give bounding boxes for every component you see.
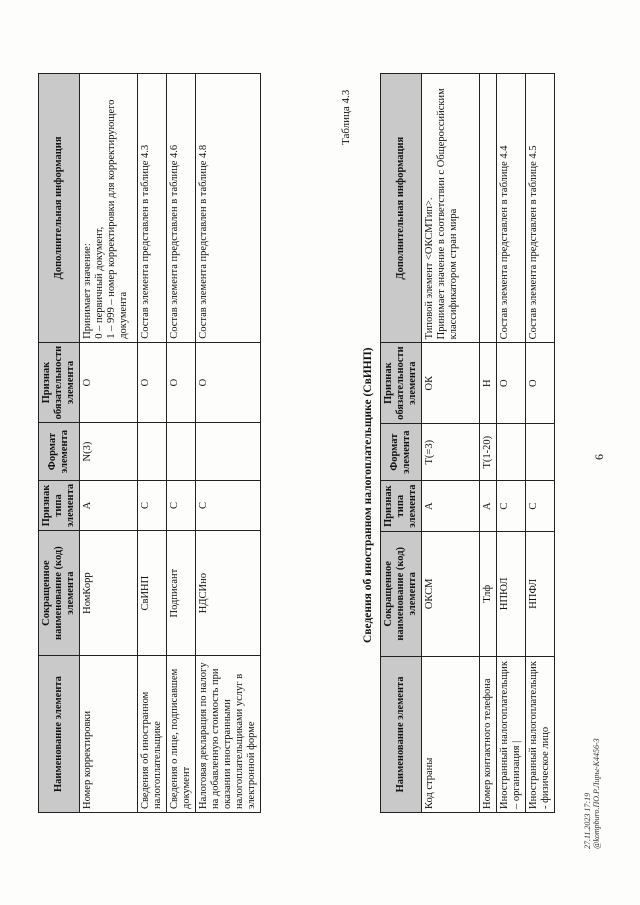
- table-row: [526, 74, 555, 813]
- cell-name: Номер корректировки: [80, 656, 138, 813]
- cell-code: Тлф: [480, 531, 497, 656]
- table-header-row: [381, 74, 422, 813]
- cell-code: ОКСМ: [422, 531, 480, 656]
- cell-format: T(=3): [422, 423, 480, 481]
- cell-name: Налоговая декларация по налогу на добавленную стоимость при оказании иностранными налогоплательщиками услуг в электронной форме: [196, 656, 261, 813]
- cell-info: Состав элемента представлен в таблице 4.4: [497, 74, 526, 343]
- cell-required: О: [196, 342, 261, 423]
- cell-required: Н: [480, 343, 497, 424]
- header-format: Формат элемента: [39, 423, 80, 481]
- stamp-line-2: @kompburo.ПО.Р.Лиры-К4456-3: [592, 738, 601, 849]
- cell-name: Сведения о лице, подписавшем документ: [167, 656, 196, 813]
- header-code: Сокращенное наименование (код) элемента: [381, 531, 422, 656]
- cell-info: Состав элемента представлен в таблице 4.8: [196, 74, 261, 343]
- table-row: [422, 74, 480, 813]
- print-stamp: [583, 738, 601, 849]
- header-type: Признак типа элемента: [381, 481, 422, 531]
- header-format: Формат элемента: [381, 423, 422, 481]
- header-type: Признак типа элемента: [39, 480, 80, 530]
- cell-info: Состав элемента представлен в таблице 4.3: [138, 74, 167, 343]
- page-number: 6: [592, 454, 606, 460]
- cell-type: А: [422, 481, 480, 531]
- cell-name: Иностранный налогоплательщик - физическое лицо: [526, 656, 555, 812]
- cell-type: С: [196, 480, 261, 530]
- cell-type: С: [526, 481, 555, 531]
- cell-format: N(3): [80, 423, 138, 481]
- cell-info: [480, 74, 497, 343]
- cell-type: С: [138, 480, 167, 530]
- cell-required: О: [526, 343, 555, 424]
- stamp-line-1: 27.11.2023 17:19: [583, 792, 592, 849]
- cell-type: С: [497, 481, 526, 531]
- cell-format: [526, 423, 555, 481]
- cell-code: НПФЛ: [526, 531, 555, 656]
- table-row: [196, 74, 261, 813]
- cell-code: НомКорр: [80, 531, 138, 656]
- table-row: [80, 74, 138, 813]
- header-info: Дополнительная информация: [381, 74, 422, 343]
- cell-type: А: [480, 481, 497, 531]
- header-required: Признак обязательности элемента: [381, 343, 422, 424]
- cell-code: Подписант: [167, 531, 196, 656]
- cell-required: О: [80, 342, 138, 423]
- cell-info: Типовой элемент <ОКСМТип>. Принимает значение в соответствии с Общероссийским классификатором стран мира: [422, 74, 480, 343]
- cell-type: А: [80, 480, 138, 530]
- header-code: Сокращенное наименование (код) элемента: [39, 531, 80, 656]
- cell-code: НДСИно: [196, 531, 261, 656]
- cell-format: [196, 423, 261, 481]
- header-info: Дополнительная информация: [39, 74, 80, 343]
- table-elements: [38, 73, 261, 813]
- cell-format: [497, 423, 526, 481]
- cell-code: НПЮЛ: [497, 531, 526, 656]
- table-row: [167, 74, 196, 813]
- table-svinp: [380, 73, 555, 813]
- cell-required: ОК: [422, 343, 480, 424]
- cell-info: Состав элемента представлен в таблице 4.6: [167, 74, 196, 343]
- header-name: Наименование элемента: [39, 656, 80, 813]
- table-row: [138, 74, 167, 813]
- header-name: Наименование элемента: [381, 656, 422, 812]
- cell-name: Иностранный налогоплательщик – организация |: [497, 656, 526, 812]
- cell-type: С: [167, 480, 196, 530]
- cell-format: [138, 423, 167, 481]
- table-row: [480, 74, 497, 813]
- cell-name: Сведения об иностранном налогоплательщике: [138, 656, 167, 813]
- table-title: Сведения об иностранном налогоплательщике (СвИНП): [362, 347, 374, 643]
- cell-format: [167, 423, 196, 481]
- cell-required: О: [167, 342, 196, 423]
- cell-info: Принимает значение: 0 – первичный документ, 1 – 999 – номер корректировки для корректирующего документа: [80, 74, 138, 343]
- cell-format: T(1-20): [480, 423, 497, 481]
- cell-required: О: [138, 342, 167, 423]
- cell-info: Состав элемента представлен в таблице 4.5: [526, 74, 555, 343]
- table-header-row: [39, 74, 80, 813]
- table-row: [497, 74, 526, 813]
- header-required: Признак обязательности элемента: [39, 342, 80, 423]
- cell-name: Номер контактного телефона: [480, 656, 497, 812]
- cell-required: О: [497, 343, 526, 424]
- cell-code: СвИНП: [138, 531, 167, 656]
- table-label: Таблица 4.3: [340, 89, 352, 145]
- cell-name: Код страны: [422, 656, 480, 812]
